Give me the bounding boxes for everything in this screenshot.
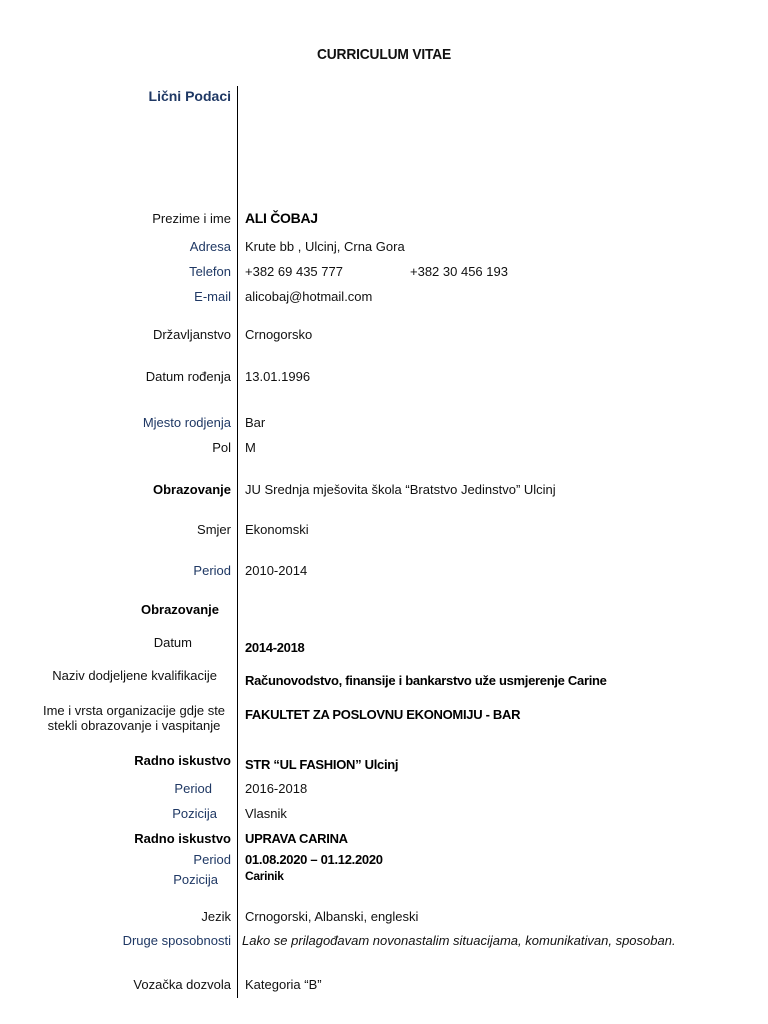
direction-label: Smjer <box>197 522 231 537</box>
citizenship-label: Državljanstvo <box>152 327 231 342</box>
work1-company: STR “UL FASHION” Ulcinj <box>245 757 399 772</box>
organization-label-line2: stekli obrazovanje i vaspitanje <box>47 718 221 733</box>
work1-period-value: 2016-2018 <box>245 781 308 796</box>
work1-position-label: Pozicija <box>172 806 217 821</box>
qualification-label: Naziv dodjeljene kvalifikacije <box>52 668 217 683</box>
name-label: Prezime i ime <box>152 211 231 226</box>
work1-period-label: Period <box>174 781 212 796</box>
skills-label: Druge sposobnosti <box>122 933 231 948</box>
sex-value: M <box>245 440 256 455</box>
dob-label: Datum rođenja <box>145 369 231 384</box>
date-label: Datum <box>153 635 192 650</box>
work1-position-value: Vlasnik <box>245 806 287 821</box>
work2-position-label: Pozicija <box>173 872 218 887</box>
work2-company: UPRAVA CARINA <box>245 831 348 846</box>
address-value: Krute bb , Ulcinj, Crna Gora <box>245 239 405 254</box>
address-label: Adresa <box>189 239 231 254</box>
work2-period-label: Period <box>193 852 231 867</box>
phone-label: Telefon <box>189 264 231 279</box>
work2-period-value: 01.08.2020 – 01.12.2020 <box>245 852 383 867</box>
document-title: CURRICULUM VITAE <box>316 46 452 63</box>
languages-value: Crnogorski, Albanski, engleski <box>245 909 419 924</box>
education1-school: JU Srednja mješovita škola “Bratstvo Jedinstvo” Ulcinj <box>245 482 556 497</box>
license-label: Vozačka dozvola <box>133 977 231 992</box>
citizenship-value: Crnogorsko <box>245 327 313 342</box>
organization-value: FAKULTET ZA POSLOVNU EKONOMIJU - BAR <box>245 707 521 722</box>
organization-label <box>40 703 228 733</box>
languages-label: Jezik <box>201 909 231 924</box>
pob-label: Mjesto rodjenja <box>142 415 231 430</box>
vertical-divider <box>237 86 238 998</box>
direction-value: Ekonomski <box>245 522 309 537</box>
email-value: alicobaj@hotmail.com <box>245 289 373 304</box>
education1-label: Obrazovanje <box>152 482 231 497</box>
education1-period-value: 2010-2014 <box>245 563 308 578</box>
education2-label: Obrazovanje <box>140 602 219 617</box>
personal-heading: Lični Podaci <box>148 88 231 104</box>
work1-label: Radno iskustvo <box>134 753 231 768</box>
pob-value: Bar <box>245 415 266 430</box>
name-value: ALI ČOBAJ <box>245 210 318 226</box>
work2-label: Radno iskustvo <box>134 831 231 846</box>
dob-value: 13.01.1996 <box>245 369 311 384</box>
license-value: Kategoria “B” <box>245 977 322 992</box>
email-label: E-mail <box>194 289 231 304</box>
date-value: 2014-2018 <box>245 640 305 655</box>
skills-value: Lako se prilagođavam novonastalim situacijama, komunikativan, sposoban. <box>242 933 676 948</box>
phone-value-2: +382 30 456 193 <box>410 264 508 279</box>
organization-label-line1: Ime i vrsta organizacije gdje ste <box>42 703 226 718</box>
work2-position-value: Carinik <box>245 869 284 883</box>
phone-value-1: +382 69 435 777 <box>245 264 343 279</box>
education1-period-label: Period <box>193 563 231 578</box>
sex-label: Pol <box>212 440 231 455</box>
qualification-value: Računovodstvo, finansije i bankarstvo uže usmjerenje Carine <box>245 673 607 688</box>
